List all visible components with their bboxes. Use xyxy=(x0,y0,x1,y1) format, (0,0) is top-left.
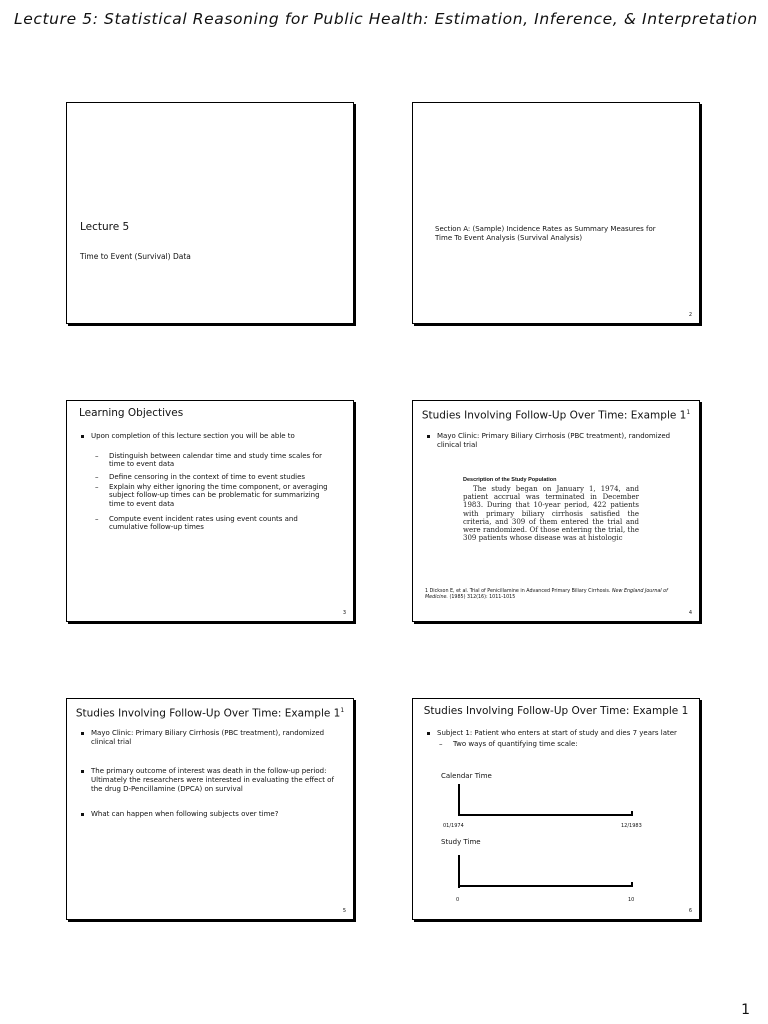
slide-number: 2 xyxy=(688,312,692,318)
slide-1-title: Lecture 5 xyxy=(80,221,130,233)
slide-6-title: Studies Involving Follow-Up Over Time: Example 1 xyxy=(423,705,689,717)
calendar-start-tick: 01/1974 xyxy=(443,823,464,829)
slide-6-sub: – Two ways of quantifying time scale: xyxy=(439,740,578,748)
dash-icon: – xyxy=(95,452,99,460)
bullet-square-icon xyxy=(81,770,84,773)
study-end-tick: 10 xyxy=(628,897,635,903)
page-number: 1 xyxy=(741,1002,750,1018)
study-time-axis xyxy=(458,885,633,887)
slide-3-sub-2: – Define censoring in the context of time to event studies xyxy=(95,473,306,481)
slide-6 xyxy=(412,698,700,920)
calendar-time-end-marker xyxy=(631,811,633,816)
slide-3-sub-3: – Explain why either ignoring the time component, or averaging subject follow-up times can be problematic for summarizing time to event data xyxy=(95,483,328,508)
study-time-end-marker xyxy=(631,882,633,887)
slide-number: 5 xyxy=(342,908,346,914)
slide-1 xyxy=(66,102,354,324)
bullet-square-icon xyxy=(81,732,84,735)
footnote-marker: 1 xyxy=(340,707,345,714)
slide-number: 3 xyxy=(342,610,346,616)
calendar-time-axis xyxy=(458,814,633,816)
calendar-time-label: Calendar Time xyxy=(441,772,492,780)
slide-2 xyxy=(412,102,700,324)
bullet-square-icon xyxy=(427,732,430,735)
calendar-time-start-marker xyxy=(458,784,460,816)
citation-footnote: 1 Dickson E, et al. Trial of Penicillamine in Advanced Primary Biliary Cirrhosis. New England Journal of Medicine. (1985) 312(16): 1011-1015 xyxy=(425,589,668,600)
bullet-square-icon xyxy=(427,435,430,438)
study-time-label: Study Time xyxy=(441,838,481,846)
excerpt-body: The study began on January 1, 1974, and patient accrual was terminated in December 1983. During that 10-year period, 422 patients with primary biliary cirrhosis satisfied the criteria, and 309 of them entered the trial and were randomized. Of those entering the trial, the 309 patients whose disease was at histologic xyxy=(463,485,639,543)
slide-1-subtitle: Time to Event (Survival) Data xyxy=(80,252,191,261)
slide-4 xyxy=(412,400,700,622)
slide-3 xyxy=(66,400,354,622)
dash-icon: – xyxy=(95,473,99,481)
slide-4-title: Studies Involving Follow-Up Over Time: Example $1^1$ xyxy=(421,409,691,422)
slide-2-section-title xyxy=(435,225,656,243)
slide-number: 4 xyxy=(688,610,692,616)
footnote-marker: 1 xyxy=(686,409,691,416)
slide-5 xyxy=(66,698,354,920)
slide-4-bullet: Mayo Clinic: Primary Biliary Cirrhosis (PBC treatment), randomized clinical trial xyxy=(427,432,681,450)
excerpt-heading: Description of the Study Population xyxy=(463,477,557,483)
slide-5-title: Studies Involving Follow-Up Over Time: Example $1^1$ xyxy=(75,707,345,720)
bullet-square-icon xyxy=(81,813,84,816)
slide-3-sub-1: – Distinguish between calendar time and study time scales for time to event data xyxy=(95,452,323,469)
slide-2-line-2: Time To Event Analysis (Survival Analysis) xyxy=(435,234,583,242)
slide-3-sub-4: – Compute event incident rates using event counts and cumulative follow-up times xyxy=(95,515,298,532)
slide-3-title: Learning Objectives xyxy=(79,407,184,419)
slide-5-bullet-3: What can happen when following subjects over time? xyxy=(81,810,335,819)
dash-icon: – xyxy=(95,515,99,523)
article-excerpt-image xyxy=(463,477,639,543)
slide-5-bullet-1: Mayo Clinic: Primary Biliary Cirrhosis (PBC treatment), randomized clinical trial xyxy=(81,729,335,747)
bullet-square-icon xyxy=(81,435,84,438)
slide-5-bullet-2: The primary outcome of interest was death in the follow-up period: Ultimately the researchers were interested in evaluating the effect of the drug D-Pencillamine (DPCA) on survival xyxy=(81,767,335,793)
slide-6-bullet: Subject 1: Patient who enters at start of study and dies 7 years later xyxy=(427,729,681,738)
study-time-start-marker xyxy=(458,855,460,888)
dash-icon: – xyxy=(439,740,443,748)
slide-2-line-1: Section A: (Sample) Incidence Rates as Summary Measures for xyxy=(435,225,656,233)
page-header: Lecture 5: Statistical Reasoning for Public Health: Estimation, Inference, & Interpretation xyxy=(14,10,758,28)
calendar-end-tick: 12/1983 xyxy=(621,823,642,829)
study-start-tick: 0 xyxy=(456,897,460,903)
slide-3-bullet: Upon completion of this lecture section you will be able to xyxy=(81,432,335,441)
slide-number: 6 xyxy=(688,908,692,914)
dash-icon: – xyxy=(95,483,99,491)
